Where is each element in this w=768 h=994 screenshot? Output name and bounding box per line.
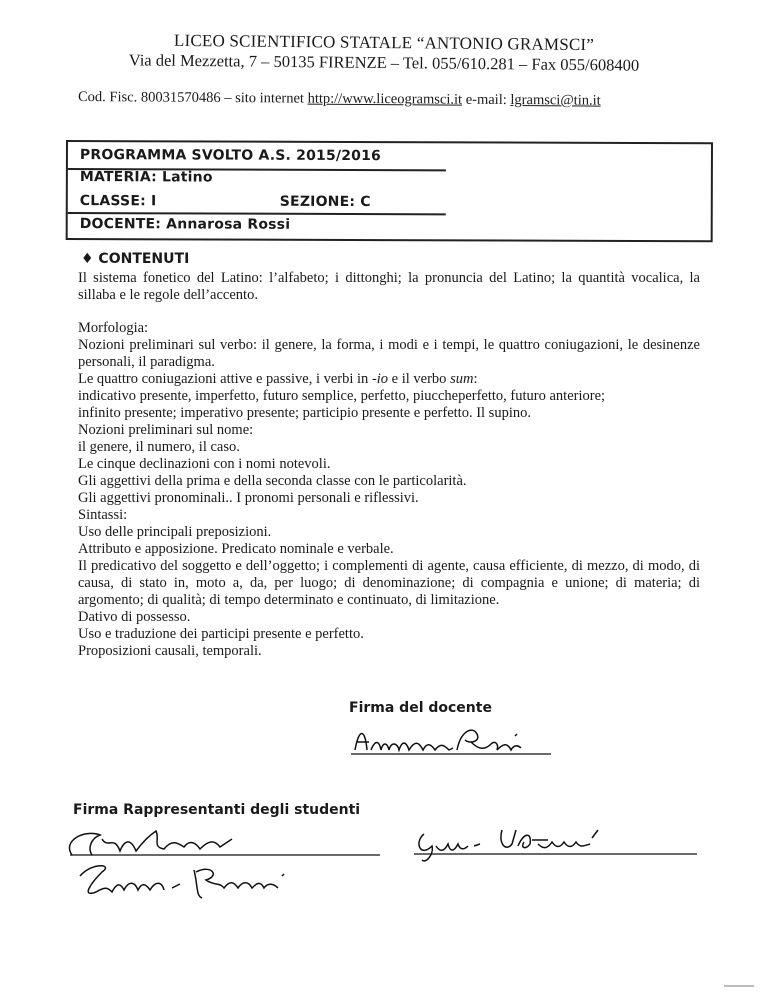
list-item: Nozioni preliminari sul nome: (78, 422, 254, 438)
sezione-field: SEZIONE: C (279, 193, 371, 211)
school-name: LICEO SCIENTIFICO STATALE “ANTONIO GRAMSCI” (173, 30, 595, 55)
school-address: Via del Mezzetta, 7 – 50135 FIRENZE – Tel. 055/610.281 – Fax 055/608400 (128, 50, 640, 75)
classe-row (80, 193, 500, 210)
list-item: Le quattro coniugazioni attive e passive, i verbi in -io e il verbo sum: (78, 371, 478, 387)
studente2-signature (72, 858, 312, 908)
docente-field: DOCENTE: Annarosa Rossi (79, 216, 291, 233)
list-item: Le cinque declinazioni con i nomi notevoli. (78, 456, 331, 472)
firma-docente-label: Firma del docente (349, 700, 492, 716)
website-link[interactable]: http://www.liceogramsci.it (307, 90, 463, 108)
school-contacts (78, 89, 601, 110)
contenuti-heading: ♦ CONTENUTI (81, 251, 190, 267)
docente-signature (345, 720, 555, 760)
list-item: Nozioni preliminari sul verbo: il genere, la forma, i modi e i tempi, le quattro coniugazioni, le desinenze personali, il paradigma. (78, 337, 700, 370)
list-item: Gli aggettivi pronominali.. I pronomi personali e riflessivi. (78, 490, 419, 506)
list-item: indicativo presente, imperfetto, futuro semplice, perfetto, piuccheperfetto, futuro anteriore; (78, 388, 606, 404)
codfisc-text: Cod. Fisc. 80031570486 – sito internet (77, 89, 308, 107)
firma-studenti-label: Firma Rappresentanti degli studenti (73, 802, 361, 818)
contenuti-list (78, 320, 700, 660)
list-item: Dativo di possesso. (78, 609, 191, 625)
studente3-signature (412, 822, 702, 862)
list-item: il genere, il numero, il caso. (78, 439, 240, 455)
info-box-divider (68, 212, 446, 215)
list-item: Uso delle principali preposizioni. (78, 524, 272, 540)
list-item: Gli aggettivi della prima e della seconda classe con le particolarità. (78, 473, 467, 489)
contenuti-intro: Il sistema fonetico del Latino: l’alfabeto; i dittonghi; la pronuncia del Latino; la quantità vocalica, la sillaba e le regole dell’accento. (78, 270, 700, 303)
email-label: e-mail: (462, 91, 511, 109)
list-item: Il predicativo del soggetto e dell’oggetto; i complementi di agente, causa efficiente, di mezzo, di modo, di causa, di stato in, moto a, da, per luogo; di denominazione; di compagnia e unione; di materia; di argomento; di qualità; di tempo determinato e continuato, di limitazione. (78, 558, 700, 608)
list-item: Sintassi: (78, 507, 128, 523)
list-item: Attributo e apposizione. Predicato nominale e verbale. (78, 541, 394, 557)
materia-field: MATERIA: Latino (79, 169, 213, 186)
list-item: Morfologia: (78, 320, 149, 336)
info-box (66, 140, 713, 242)
programma-title: PROGRAMMA SVOLTO A.S. 2015/2016 (79, 147, 382, 165)
list-item: Uso e traduzione dei participi presente e perfetto. (78, 626, 364, 642)
list-item: Proposizioni causali, temporali. (78, 643, 262, 659)
list-item: infinito presente; imperativo presente; participio presente e perfetto. Il supino. (78, 405, 531, 421)
page-mark (724, 985, 754, 987)
classe-field: CLASSE: I (79, 193, 157, 210)
email-link[interactable]: lgramsci@tin.it (510, 92, 601, 109)
